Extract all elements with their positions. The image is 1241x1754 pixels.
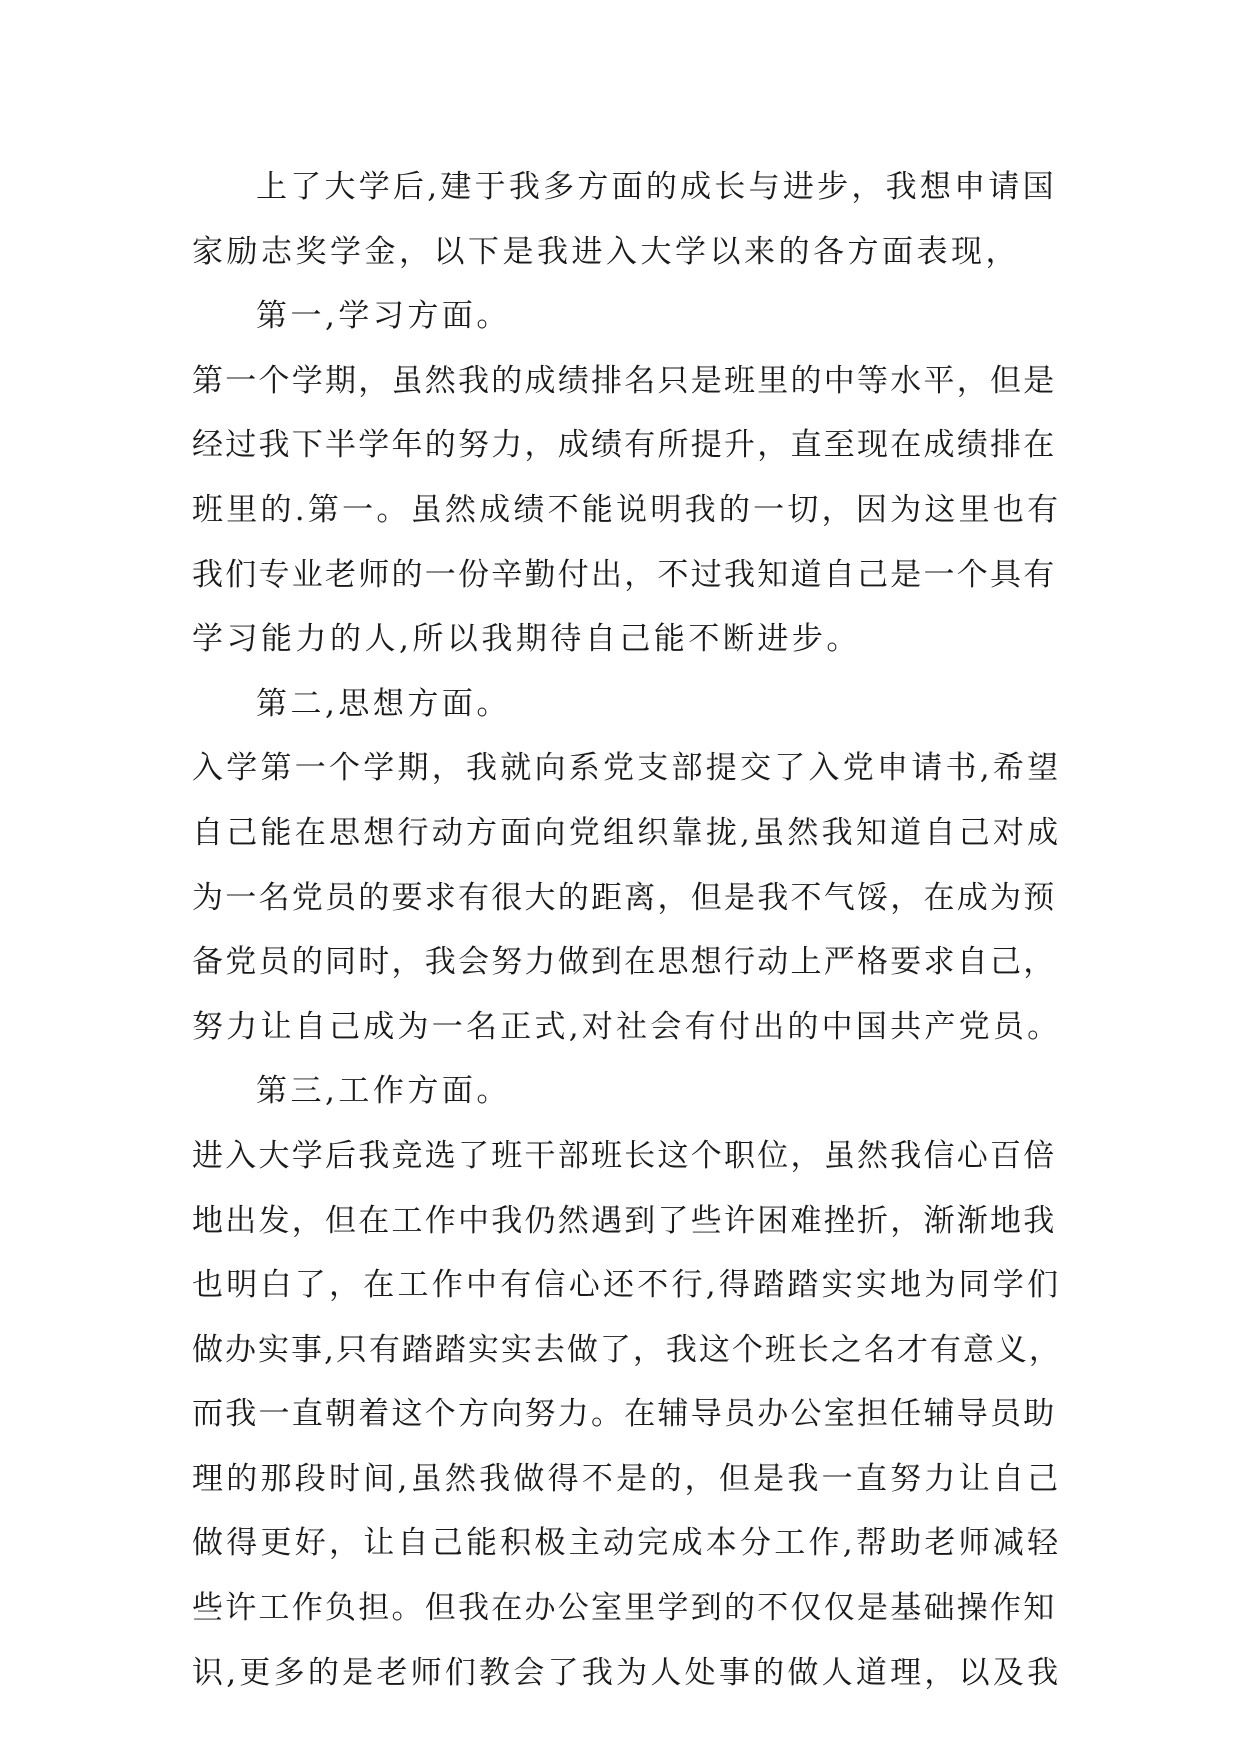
text-line: 而我一直朝着这个方向努力。在辅导员办公室担任辅导员助 — [192, 1396, 1057, 1433]
text-line: 进入大学后我竞选了班干部班长这个职位，虽然我信心百倍 — [192, 1137, 1057, 1174]
text-line: 家励志奖学金，以下是我进入大学以来的各方面表现， — [192, 233, 1020, 270]
text-line: 地出发，但在工作中我仍然遇到了些许困难挫折，渐渐地我 — [192, 1202, 1057, 1239]
text-line: 经过我下半学年的努力，成绩有所提升，直至现在成绩排在 — [192, 427, 1057, 464]
text-line: 也明白了，在工作中有信心还不行,得踏踏实实地为同学们 — [192, 1267, 1062, 1304]
text-line: 理的那段时间,虽然我做得不是的，但是我一直努力让自己 — [192, 1460, 1062, 1497]
paragraph-first-line: 第一,学习方面。 — [256, 298, 511, 335]
body-text — [192, 155, 1062, 1705]
paragraph-first-line: 上了大学后,建于我多方面的成长与进步，我想申请国 — [256, 169, 1057, 205]
text-line: 识,更多的是老师们教会了我为人处事的做人道理，以及我 — [192, 1654, 1062, 1691]
text-line: 我们专业老师的一份辛勤付出，不过我知道自己是一个具有 — [192, 556, 1057, 593]
text-line: 做办实事,只有踏踏实实去做了，我这个班长之名才有意义， — [192, 1331, 1062, 1368]
paragraph-first-line: 第三,工作方面。 — [256, 1073, 511, 1110]
paragraph-first-line: 第二,思想方面。 — [256, 685, 511, 722]
text-line: 学习能力的人,所以我期待自己能不断进步。 — [192, 621, 861, 658]
text-line: 备党员的同时，我会努力做到在思想行动上严格要求自己， — [192, 944, 1057, 981]
text-line: 自己能在思想行动方面向党组织靠拢,虽然我知道自己对成 — [192, 814, 1062, 851]
text-line: 些许工作负担。但我在办公室里学到的不仅仅是基础操作知 — [192, 1590, 1057, 1627]
text-line: 努力让自己成为一名正式,对社会有付出的中国共产党员。 — [192, 1008, 1062, 1045]
text-line: 做得更好，让自己能积极主动完成本分工作,帮助老师减轻 — [192, 1525, 1062, 1562]
text-line: 入学第一个学期，我就向系党支部提交了入党申请书,希望 — [192, 750, 1062, 787]
text-line: 第一个学期，虽然我的成绩排名只是班里的中等水平，但是 — [192, 362, 1057, 399]
text-line: 班里的.第一。虽然成绩不能说明我的一切，因为这里也有 — [192, 491, 1062, 528]
text-line: 为一名党员的要求有很大的距离，但是我不气馁，在成为预 — [192, 879, 1057, 916]
